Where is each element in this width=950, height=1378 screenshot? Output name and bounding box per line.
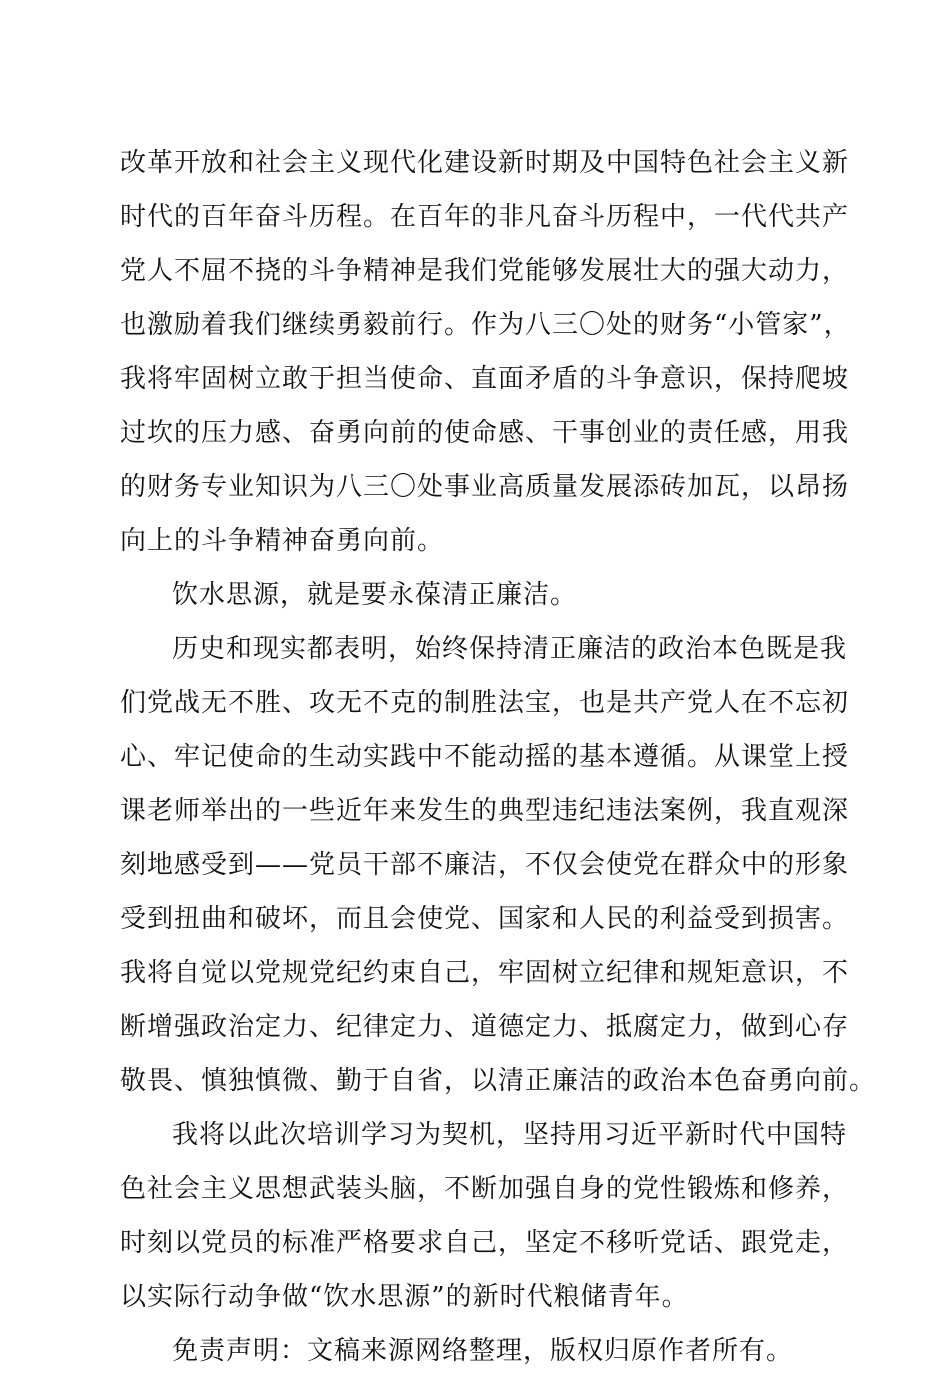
body-line-7: 的财务专业知识为八三〇处事业高质量发展添砖加瓦，以昂扬: [120, 472, 850, 502]
body-line-11: 们党战无不胜、攻无不克的制胜法宝，也是共产党人在不忘初: [120, 688, 850, 718]
body-line-3: 党人不屈不挠的斗争精神是我们党能够发展壮大的强大动力，: [120, 256, 850, 286]
body-line-18: 敬畏、慎独慎微、勤于自省，以清正廉洁的政治本色奋勇向前。: [120, 1066, 877, 1096]
body-line-1: 改革开放和社会主义现代化建设新时期及中国特色社会主义新: [120, 148, 850, 178]
body-line-2: 时代的百年奋斗历程。在百年的非凡奋斗历程中，一代代共产: [120, 202, 850, 232]
body-line-15: 受到扭曲和破坏，而且会使党、国家和人民的利益受到损害。: [120, 904, 850, 934]
document-body: [120, 136, 877, 1378]
section-heading: 饮水思源，就是要永葆清正廉洁。: [172, 580, 578, 610]
body-line-13: 课老师举出的一些近年来发生的典型违纪违法案例，我直观深: [120, 796, 850, 826]
body-line-19: 我将以此次培训学习为契机，坚持用习近平新时代中国特: [172, 1120, 848, 1150]
body-line-8: 向上的斗争精神奋勇向前。: [120, 526, 445, 556]
body-line-6: 过坎的压力感、奋勇向前的使命感、干事创业的责任感，用我: [120, 418, 850, 448]
body-line-14: 刻地感受到——党员干部不廉洁，不仅会使党在群众中的形象: [120, 850, 850, 880]
body-line-12: 心、牢记使命的生动实践中不能动摇的基本遵循。从课堂上授: [120, 742, 850, 772]
body-line-16: 我将自觉以党规党纪约束自己，牢固树立纪律和规矩意识，不: [120, 958, 850, 988]
body-line-21: 时刻以党员的标准严格要求自己，坚定不移听党话、跟党走，: [120, 1228, 850, 1258]
body-line-20: 色社会主义思想武装头脑，不断加强自身的党性锻炼和修养，: [120, 1174, 850, 1204]
body-line-4: 也激励着我们继续勇毅前行。作为八三〇处的财务“小管家”，: [120, 310, 851, 340]
body-line-5: 我将牢固树立敢于担当使命、直面矛盾的斗争意识，保持爬坡: [120, 364, 850, 394]
disclaimer: 免责声明：文稿来源网络整理，版权归原作者所有。: [172, 1336, 794, 1366]
body-line-10: 历史和现实都表明，始终保持清正廉洁的政治本色既是我: [172, 634, 848, 664]
body-line-17: 断增强政治定力、纪律定力、道德定力、抵腐定力，做到心存: [120, 1012, 850, 1042]
body-line-22: 以实际行动争做“饮水思源”的新时代粮储青年。: [120, 1282, 689, 1312]
